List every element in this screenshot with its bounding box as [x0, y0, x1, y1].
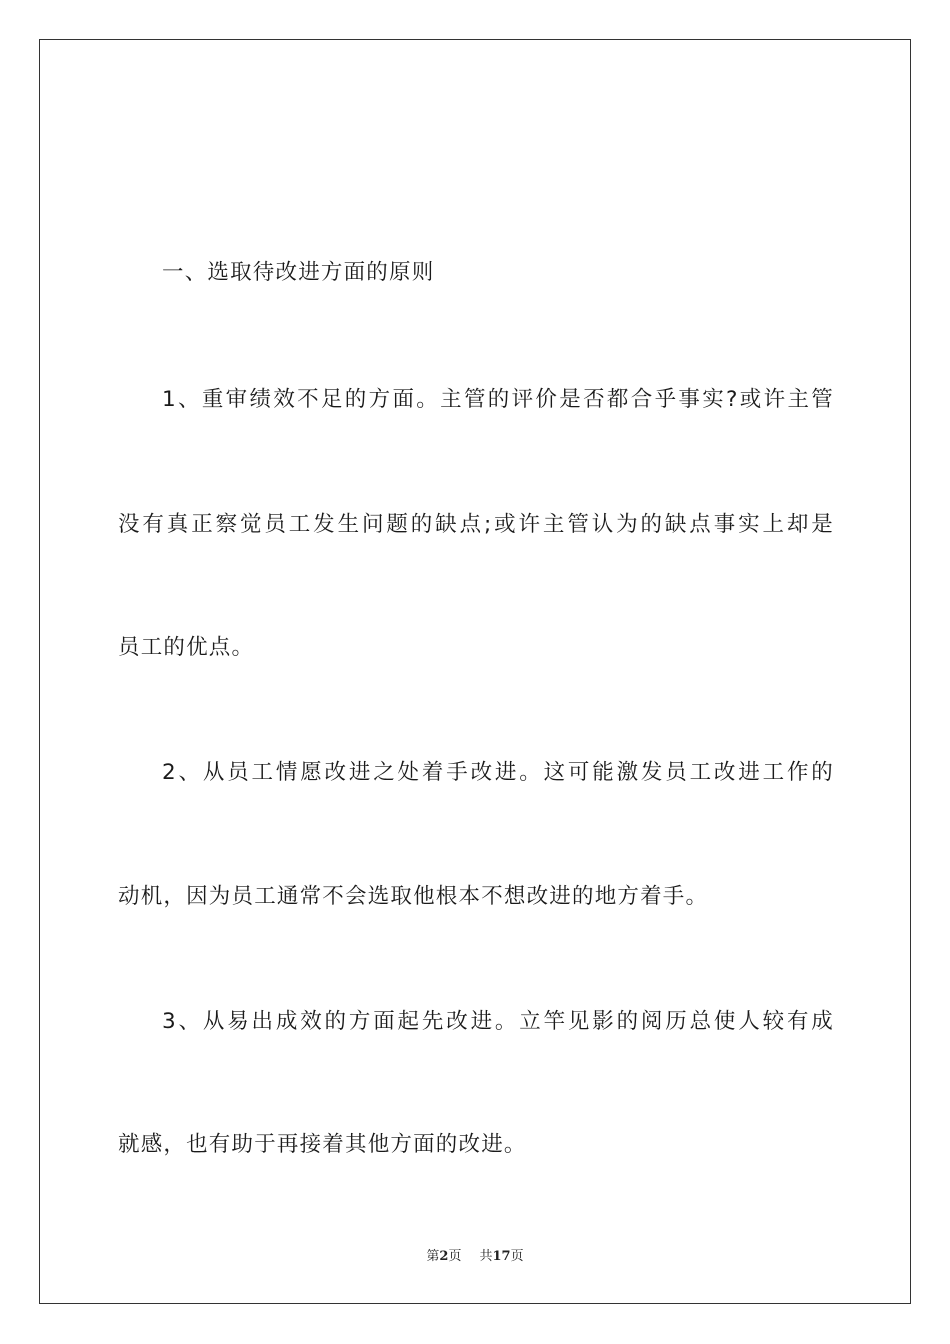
paragraph-2-line-1: 2、从员工情愿改进之处着手改进。这可能激发员工改进工作的 [162, 760, 834, 785]
paragraph-1-line-3: 员工的优点。 [118, 635, 255, 660]
total-prefix: 共 [479, 1249, 493, 1264]
total-suffix: 页 [510, 1249, 524, 1264]
total-pages: 17 [492, 1249, 511, 1264]
page-prefix: 第 [426, 1249, 440, 1264]
paragraph-2-line-2: 动机，因为员工通常不会选取他根本不想改进的地方着手。 [118, 884, 709, 909]
paragraph-1-line-1: 1、重审绩效不足的方面。主管的评价是否都合乎事实?或许主管 [162, 387, 834, 412]
paragraph-3-line-1: 3、从易出成效的方面起先改进。立竿见影的阅历总使人较有成 [162, 1009, 834, 1034]
page-suffix: 页 [448, 1249, 462, 1264]
page-footer [0, 1249, 950, 1265]
page-number: 2 [439, 1249, 449, 1264]
paragraph-3-line-2: 就感，也有助于再接着其他方面的改进。 [118, 1132, 527, 1157]
paragraph-1-line-2: 没有真正察觉员工发生问题的缺点;或许主管认为的缺点事实上却是 [118, 512, 834, 537]
page-border [39, 39, 911, 1304]
section-heading: 一、选取待改进方面的原则 [162, 260, 435, 285]
